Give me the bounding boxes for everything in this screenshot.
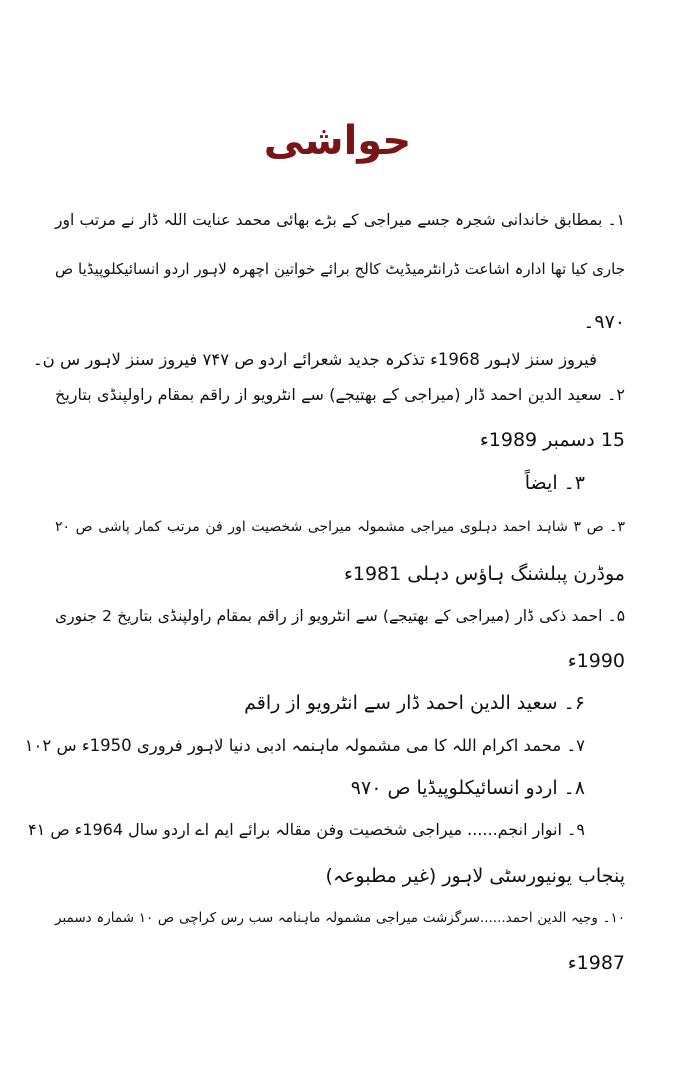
note-9-line-2: پنجاب یونیورسٹی لاہور (غیر مطبوعہ) xyxy=(325,865,625,887)
note-8: ۸۔ اردو انسائیکلوپیڈیا ص ۹۷۰ xyxy=(350,777,585,799)
note-2-line-2: 15 دسمبر 1989ء xyxy=(479,429,625,451)
note-6: ۶۔ سعید الدین احمد ڈار سے انٹرویو از راقم xyxy=(244,692,585,714)
note-5-line-2: 1990ء xyxy=(567,650,625,672)
page-title: حواشی xyxy=(263,118,412,164)
note-10-line-1: ۱۰۔ وجیہ الدین احمد......سرگزشت میراجی مشمولہ ماہنامہ سب رس کراچی ص ۱۰ شمارہ دسمبر xyxy=(55,910,625,926)
note-1-line-4: فیروز سنز لاہور 1968ء تذکرہ جدید شعرائے اردو ص ۷۴۷ فیروز سنز لاہور س ن۔ xyxy=(32,350,597,369)
note-7: ۷۔ محمد اکرام اللہ کا می مشمولہ ماہنمہ ادبی دنیا لاہور فروری 1950ء س ۱۰۲ xyxy=(24,736,585,755)
note-2-line-1: ۲۔ سعید الدین احمد ڈار (میراجی کے بھتیجے) سے انٹرویو از راقم بمقام راولپنڈی بتاریخ xyxy=(55,385,625,404)
note-1-line-2: جاری کیا تھا ادارہ اشاعت ڈرانٹرمیڈیٹ کالج برائے خواتین اچھرہ لاہور اردو انسائیکلوپیڈیا ص xyxy=(55,260,625,278)
note-1-line-3: ۹۷۰۔ xyxy=(583,311,625,333)
note-3a: ۳۔ ایضاً xyxy=(524,472,585,494)
note-10-line-2: 1987ء xyxy=(567,952,625,974)
note-3b-line-1: ۳۔ ص ۳ شاہد احمد دہلوی میراجی مشمولہ میراجی شخصیت اور فن مرتب کمار پاشی ص ۲۰ xyxy=(55,519,625,535)
note-9-line-1: ۹۔ انوار انجم...... میراجی شخصیت وفن مقالہ برائے ایم اے اردو سال 1964ء ص ۴۱ xyxy=(28,820,585,839)
note-1-line-1: ۱۔ بمطابق خاندانی شجرہ جسے میراجی کے بڑے بھائی محمد عنایت اللہ ڈار نے مرتب اور xyxy=(55,211,625,229)
note-3b-line-2: موڈرن پبلشنگ ہاؤس دہلی 1981ء xyxy=(343,563,625,585)
note-5-line-1: ۵۔ احمد ذکی ڈار (میراجی کے بھتیجے) سے انٹرویو از راقم بمقام راولپنڈی بتاریخ 2 جنوری xyxy=(55,607,626,625)
